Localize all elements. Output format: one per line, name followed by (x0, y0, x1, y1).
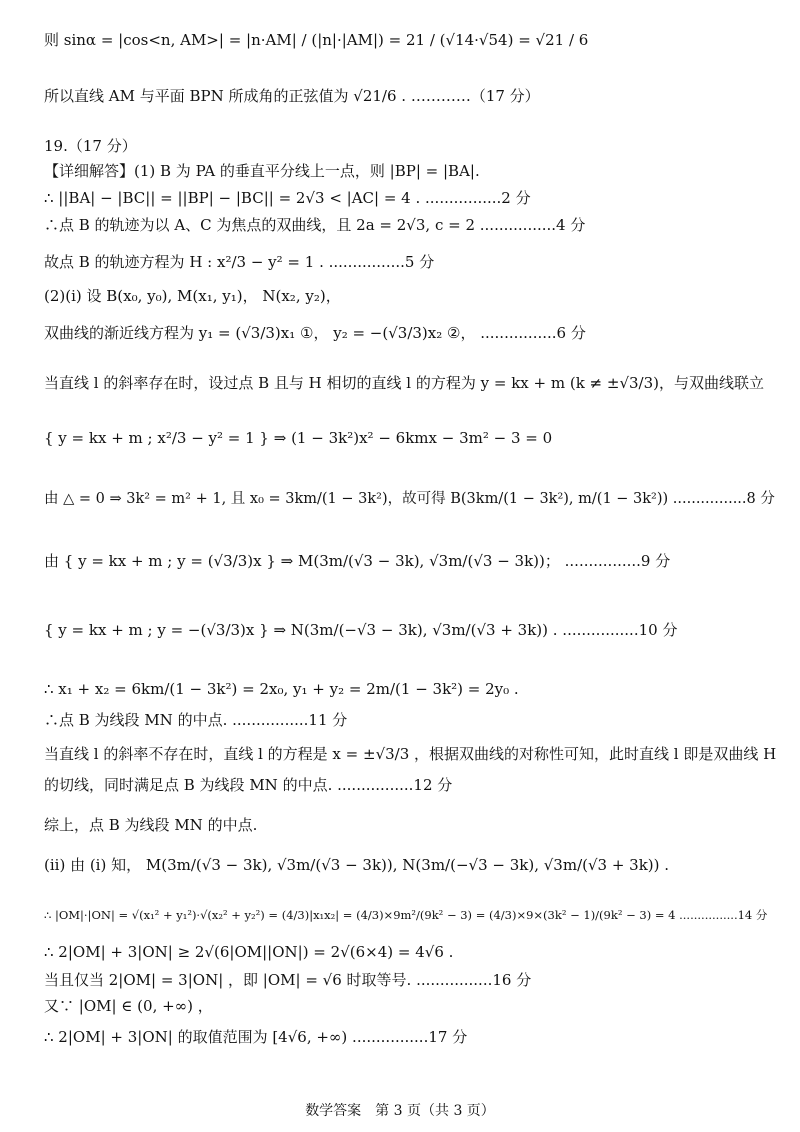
line-24: 又∵ |OM| ∈ (0, +∞) ， (44, 997, 213, 1015)
line-7: 故点 B 的轨迹方程为 H : x²/3 − y² = 1 . ................5 分 (44, 253, 435, 271)
line-5: ∴ ||BA| − |BC|| = ||BP| − |BC|| = 2√3 < |AC| = 4 . ................2 分 (44, 189, 531, 207)
line-23: 当且仅当 2|OM| = 3|ON| ，即 |OM| = √6 时取等号. ................16 分 (44, 971, 532, 989)
line-15: ∴ x₁ + x₂ = 6km/(1 − 3k²) = 2x₀, y₁ + y₂ = 2m/(1 − 3k²) = 2y₀ . (44, 680, 519, 698)
line-9: 双曲线的渐近线方程为 y₁ = (√3/3)x₁ ①， y₂ = −(√3/3)x₂ ②， ................6 分 (44, 324, 586, 342)
line-12: 由 △ = 0 ⇒ 3k² = m² + 1, 且 x₀ = 3km/(1 − 3k²)，故可得 B(3km/(1 − 3k²), m/(1 − 3k²)) ................8 分 (44, 491, 775, 507)
line-4: 【详细解答】(1) B 为 PA 的垂直平分线上一点，则 |BP| = |BA|. (44, 162, 480, 180)
line-1: 则 sinα = |cos<n, AM>| = |n·AM| / (|n|·|AM|) = 21 / (√14·√54) = √21 / 6 (44, 31, 589, 49)
line-18: 的切线，同时满足点 B 为线段 MN 的中点. ................12 分 (44, 776, 453, 794)
line-13: 由 { y = kx + m ; y = (√3/3)x } ⇒ M(3m/(√3 − 3k), √3m/(√3 − 3k))； ................9 分 (44, 552, 671, 570)
line-21: ∴ |OM|·|ON| = √(x₁² + y₁²)·√(x₂² + y₂²) = (4/3)|x₁x₂| = (4/3)×9m²/(9k² − 3) = (4/3)×9×(3k² − 1)/(9k² − 3) = 4 ................14 分 (44, 908, 768, 922)
line-3: 19.（17 分） (44, 137, 137, 155)
line-19: 综上，点 B 为线段 MN 的中点. (44, 816, 258, 834)
line-11: { y = kx + m ; x²/3 − y² = 1 } ⇒ (1 − 3k²)x² − 6kmx − 3m² − 3 = 0 (44, 429, 553, 447)
line-17: 当直线 l 的斜率不存在时，直线 l 的方程是 x = ±√3/3 ，根据双曲线的对称性可知，此时直线 l 即是双曲线 H (44, 745, 777, 763)
line-25: ∴ 2|OM| + 3|ON| 的取值范围为 [4√6, +∞) ................17 分 (44, 1028, 468, 1046)
line-8: (2)(i) 设 B(x₀, y₀), M(x₁, y₁)， N(x₂, y₂)， (44, 287, 341, 305)
page-footer: 数学答案 第 3 页（共 3 页） (305, 1103, 495, 1119)
line-2: 所以直线 AM 与平面 BPN 所成角的正弦值为 √21/6 . …………（17 分） (44, 87, 540, 105)
line-6: ∴点 B 的轨迹为以 A、C 为焦点的双曲线，且 2a = 2√3, c = 2 ................4 分 (44, 216, 586, 234)
line-14: { y = kx + m ; y = −(√3/3)x } ⇒ N(3m/(−√3 − 3k), √3m/(√3 + 3k)) . ................10 分 (44, 621, 678, 639)
line-16: ∴点 B 为线段 MN 的中点. ................11 分 (44, 711, 348, 729)
line-22: ∴ 2|OM| + 3|ON| ≥ 2√(6|OM||ON|) = 2√(6×4) = 4√6 . (44, 943, 454, 961)
line-10: 当直线 l 的斜率存在时，设过点 B 且与 H 相切的直线 l 的方程为 y = kx + m (k ≠ ±√3/3)，与双曲线联立 (44, 374, 765, 392)
line-20: (ii) 由 (i) 知， M(3m/(√3 − 3k), √3m/(√3 − 3k)), N(3m/(−√3 − 3k), √3m/(√3 + 3k)) . (44, 856, 670, 874)
